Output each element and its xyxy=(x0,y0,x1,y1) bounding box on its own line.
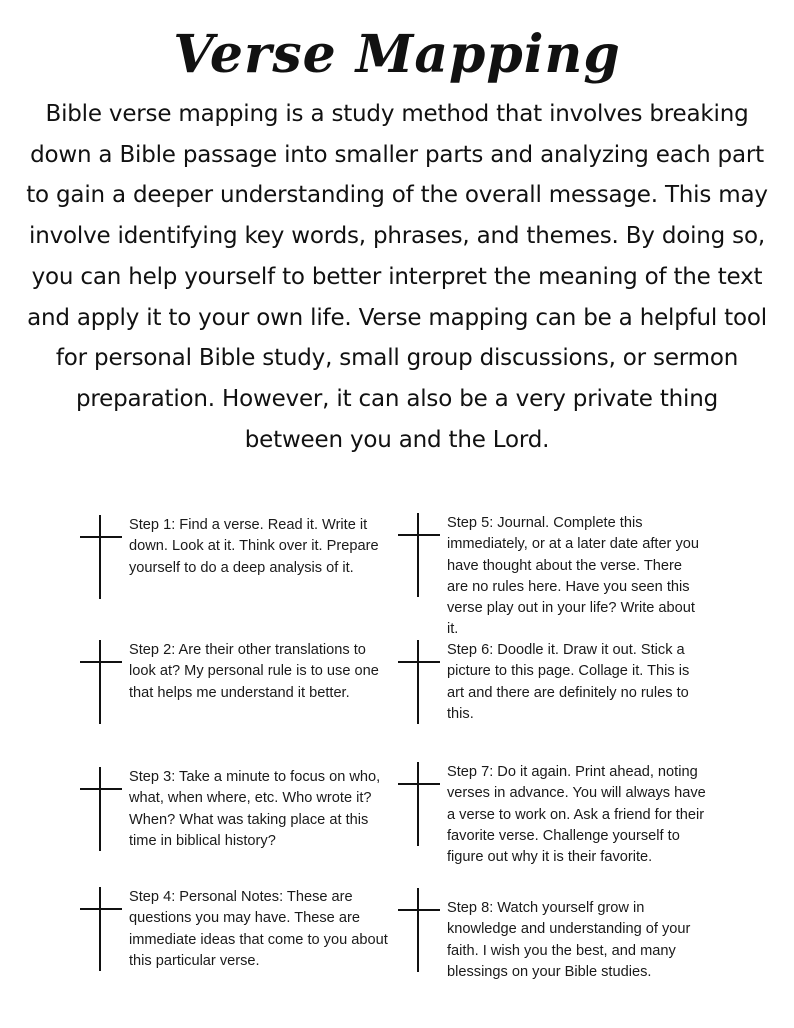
cross-icon xyxy=(398,513,440,597)
cross-icon xyxy=(80,640,122,724)
cross-icon xyxy=(80,767,122,851)
cross-icon xyxy=(398,640,440,724)
cross-icon xyxy=(398,888,440,972)
step-text: Step 1: Find a verse. Read it. Write it down. Look at it. Think over it. Prepare yourself to do a deep analysis of it. xyxy=(129,517,379,576)
intro-paragraph: Bible verse mapping is a study method that involves breaking down a Bible passage into smaller parts and analyzing each part to gain a deeper understanding of the overall message. This may involve identifying key words, phrases, and themes. By doing so, you can help yourself to better interpret the meaning of the text and apply it to your own life. Verse mapping can be a helpful tool for personal Bible study, small group discussions, or sermon preparation. However, it can also be a very private thing between you and the Lord. xyxy=(26,101,768,453)
step-text: Step 3: Take a minute to focus on who, what, when where, etc. Who wrote it? When? What was taking place at this time in biblical history? xyxy=(129,769,381,849)
step-text: Step 2: Are their other translations to look at? My personal rule is to use one that helps me understand it better. xyxy=(129,642,379,701)
cross-icon xyxy=(398,762,440,846)
step-text: Step 6: Doodle it. Draw it out. Stick a picture to this page. Collage it. This is art and there are definitely no rules to this. xyxy=(447,642,690,722)
step-text: Step 5: Journal. Complete this immediately, or at a later date after you have thought about the verse. There are no rules here. Have you seen this verse play out in your life? Write about it. xyxy=(447,515,699,638)
page-title: Verse Mapping xyxy=(173,24,621,85)
step-text: Step 7: Do it again. Print ahead, noting verses in advance. You will always have a verse to work on. Ask a friend for their favorite verse. Challenge yourself to figure out why it is their favorite. xyxy=(447,764,706,866)
step-text: Step 8: Watch yourself grow in knowledge and understanding of your faith. I wish you the best, and many blessings on your Bible studies. xyxy=(447,900,691,980)
cross-icon xyxy=(80,515,122,599)
step-text: Step 4: Personal Notes: These are questions you may have. These are immediate ideas that come to you about this particular verse. xyxy=(129,889,388,969)
cross-icon xyxy=(80,887,122,971)
